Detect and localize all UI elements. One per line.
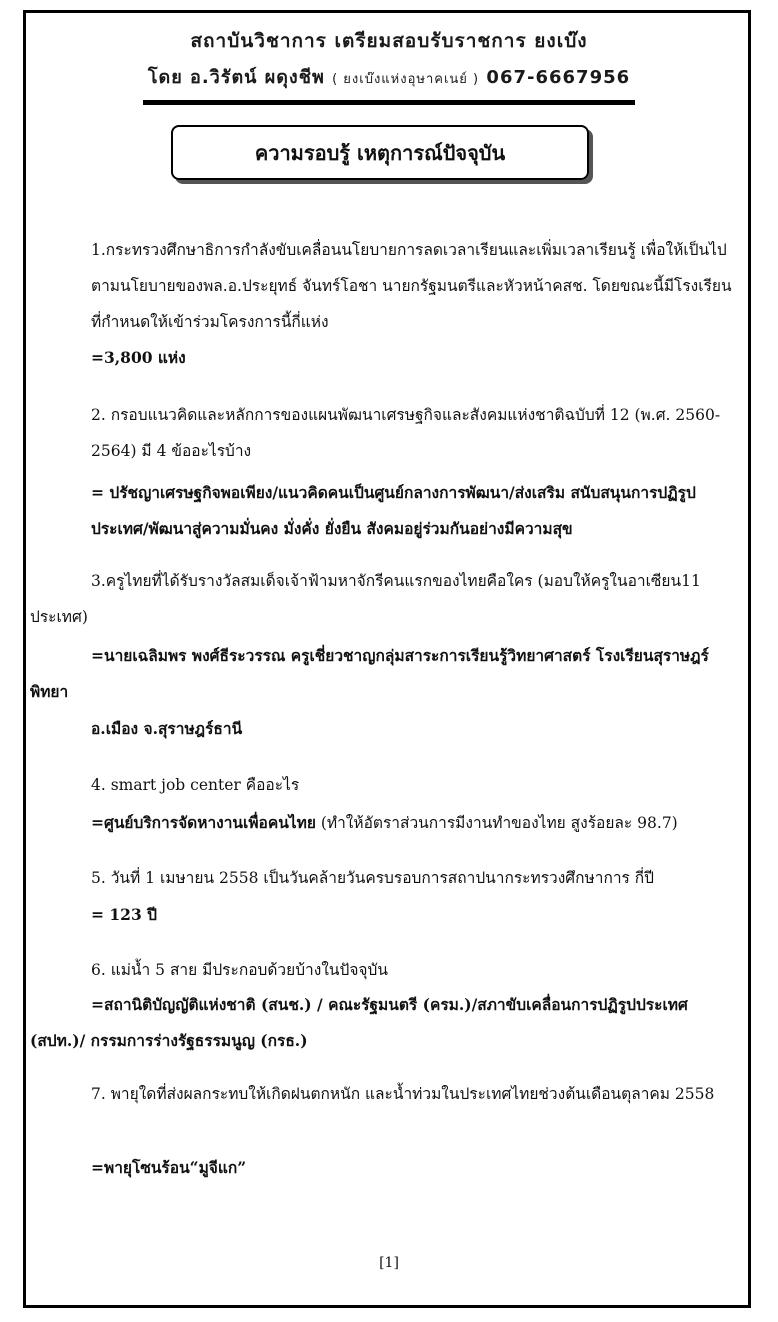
answer-6: =สถานิติบัญญัติแห่งชาติ (สนช.) / คณะรัฐมนตรี (ครม.)/สภาขับเคลื่อนการปฏิรูปประเทศ (สปท.)/ กรรมการร่างรัฐธรรมนูญ (กรธ.) <box>30 995 688 1050</box>
page-title: ความรอบรู้ เหตุการณ์ปัจจุบัน <box>171 125 589 180</box>
question-3: 3.ครูไทยที่ได้รับรางวัลสมเด็จเจ้าฟ้ามหาจักรีคนแรกของไทยคือใคร (มอบให้ครูในอาเซียน11 ประเทศ) <box>30 572 701 626</box>
question-5: 5. วันที่ 1 เมษายน 2558 เป็นวันคล้ายวันครบรอบการสถาปนากระทรวงศึกษาการ กี่ปี <box>91 869 655 887</box>
question-1: 1.กระทรวงศึกษาธิการกำลังขับเคลื่อนนโยบายการลดเวลาเรียนและเพิ่มเวลาเรียนรู้ เพื่อให้เป็นไปตามนโยบายของพล.อ.ประยุทธ์ จันทร์โอชา นายกรัฐมนตรีและหัวหน้าคสช. โดยขณะนี้มีโรงเรียนที่กำหนดให้เข้าร่วมโครงการนี้กี่แห่ง <box>91 241 732 331</box>
author-line <box>0 62 778 91</box>
answer-3: =นายเฉลิมพร พงศ์ธีระวรรณ ครูเชี่ยวชาญกลุ่มสาระการเรียนรู้วิทยาศาสตร์ โรงเรียนสุราษฎร์พิทยา <box>30 646 709 701</box>
question-4: 4. smart job center คืออะไร <box>91 776 300 794</box>
page-number: [1] <box>379 1255 399 1271</box>
institute-name: สถาบันวิชาการ เตรียมสอบรับราชการ ยงเบ๊ง <box>190 30 588 52</box>
question-6: 6. แม่น้ำ 5 สาย มีประกอบด้วยบ้างในปัจจุบัน <box>91 961 388 979</box>
answer-4-note: (ทำให้อัตราส่วนการมีงานทำของไทย สูงร้อยละ 98.7) <box>320 814 678 832</box>
answer-1: =3,800 แห่ง <box>91 348 186 367</box>
author-name: โดย อ.วิรัตน์ ผดุงชีพ <box>147 67 325 88</box>
answer-7: =พายุโซนร้อน“มูจีแก” <box>91 1158 247 1177</box>
answer-4-line <box>91 805 741 841</box>
phone-number: 067-6667956 <box>486 67 631 88</box>
question-7: 7. พายุใดที่ส่งผลกระทบให้เกิดฝนตกหนัก และน้ำท่วมในประเทศไทยช่วงต้นเดือนตุลาคม 2558 <box>91 1085 715 1103</box>
answer-5: = 123 ปี <box>91 905 157 924</box>
answer-3-location: อ.เมือง จ.สุราษฎร์ธานี <box>91 719 243 738</box>
author-nickname: ( ยงเบ๊งแห่งอุษาคเนย์ ) <box>332 72 480 87</box>
answer-2: = ปรัชญาเศรษฐกิจพอเพียง/แนวคิดคนเป็นศูนย์กลางการพัฒนา/ส่งเสริม สนับสนุนการปฏิรูปประเทศ/พัฒนาสู่ความมั่นคง มั่งคั่ง ยั่งยืน สังคมอยู่ร่วมกันอย่างมีความสุข <box>91 483 696 538</box>
answer-4: =ศูนย์บริการจัดหางานเพื่อคนไทย <box>91 813 316 832</box>
question-2: 2. กรอบแนวคิดและหลักการของแผนพัฒนาเศรษฐกิจและสังคมแห่งชาติฉบับที่ 12 (พ.ศ. 2560-2564) มี 4 ข้ออะไรบ้าง <box>91 406 721 460</box>
header-divider <box>143 100 635 105</box>
